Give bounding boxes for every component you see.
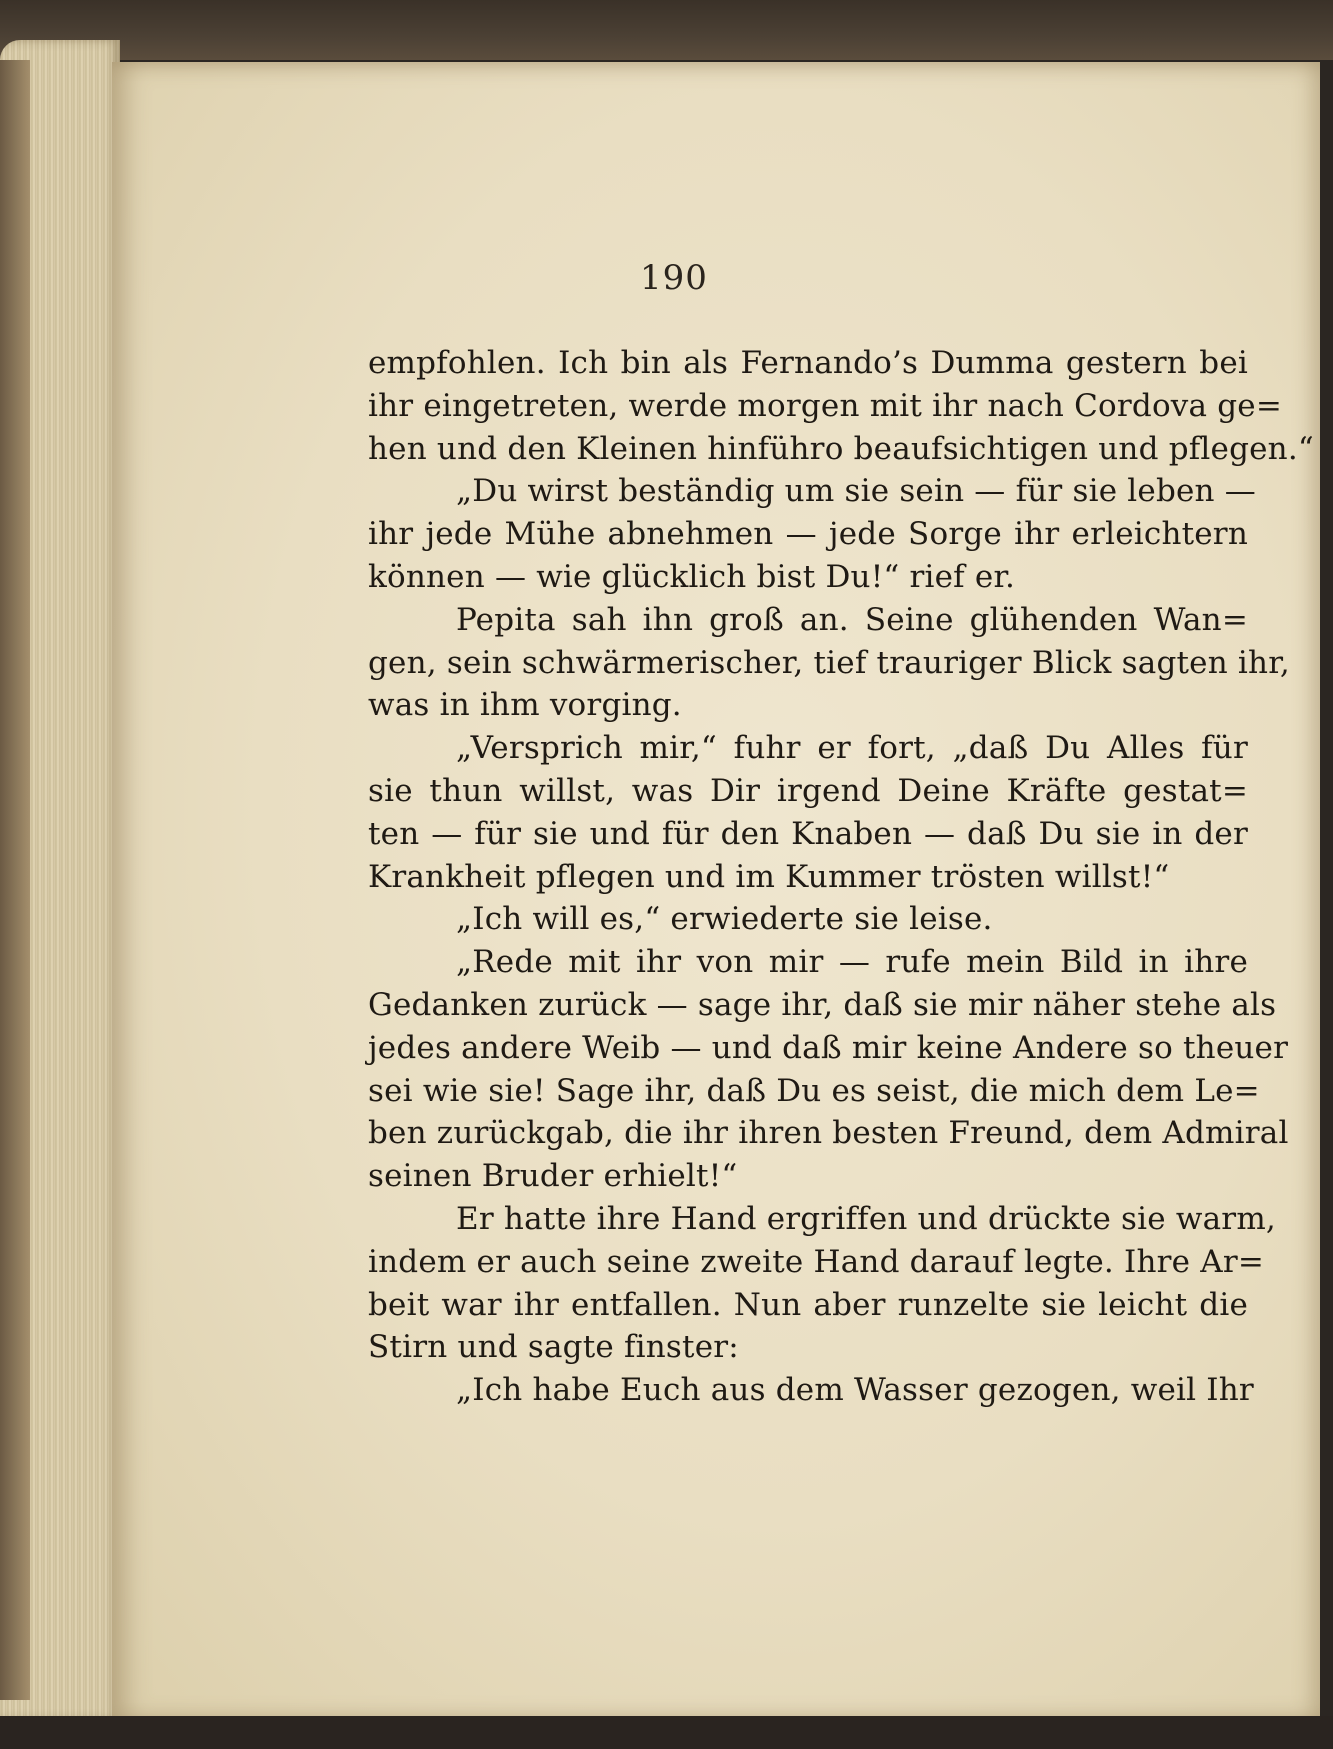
text-line: Pepita sah ihn groß an. Seine glühenden Wan=	[456, 601, 1248, 638]
text-line: sei wie sie! Sage ihr, daß Du es seist, die mich dem Le=	[368, 1072, 1260, 1109]
text-line: „Ich habe Euch aus dem Wasser gezogen, weil Ihr	[456, 1372, 1254, 1409]
book-cover-edge	[0, 0, 1333, 60]
text-line: indem er auch seine zweite Hand darauf legte. Ihre Ar=	[368, 1243, 1265, 1280]
text-line: „Ich will es,“ erwiederte sie leise.	[456, 901, 993, 938]
text-line: Gedanken zurück — sage ihr, daß sie mir näher stehe als	[368, 986, 1277, 1023]
scan-background	[0, 1716, 1333, 1749]
text-line: hen und den Kleinen hinführo beaufsichtigen und pflegen.“	[368, 430, 1314, 467]
text-line: Krankheit pflegen und im Kummer trösten willst!“	[368, 858, 1170, 895]
text-line: empfohlen. Ich bin als Fernando’s Dumma gestern bei	[368, 345, 1248, 381]
text-line: „Rede mit ihr von mir — rufe mein Bild in ihre	[456, 944, 1248, 981]
text-line: seinen Bruder erhielt!“	[368, 1158, 738, 1195]
body-text	[368, 342, 1314, 1412]
text-line: „Du wirst beständig um sie sein — für sie leben —	[456, 473, 1256, 510]
text-line: jedes andere Weib — und daß mir keine Andere so theuer	[368, 1029, 1289, 1066]
text-line: was in ihm vorging.	[368, 687, 682, 724]
text-line: ten — für sie und für den Knaben — daß Du sie in der	[368, 815, 1248, 852]
text-line: ihr eingetreten, werde morgen mit ihr nach Cordova ge=	[368, 387, 1283, 424]
text-line: „Versprich mir,“ fuhr er fort, „daß Du Alles für	[456, 730, 1248, 767]
text-line: Stirn und sagte finster:	[368, 1329, 739, 1366]
text-line: sie thun willst, was Dir irgend Deine Kräfte gestat=	[368, 772, 1248, 809]
text-line: gen, sein schwärmerischer, tief trauriger Blick sagten ihr,	[368, 644, 1290, 681]
text-line: ihr jede Mühe abnehmen — jede Sorge ihr erleichtern	[368, 516, 1248, 553]
text-line: Er hatte ihre Hand ergriffen und drückte sie warm,	[456, 1200, 1276, 1237]
text-line: können — wie glücklich bist Du!“ rief er.	[368, 558, 1016, 595]
page-number: 190	[640, 258, 708, 298]
text-line: ben zurückgab, die ihr ihren besten Freund, dem Admiral	[368, 1115, 1289, 1152]
binding-edge	[0, 60, 30, 1700]
text-line: beit war ihr entfallen. Nun aber runzelte sie leicht die	[368, 1286, 1248, 1323]
